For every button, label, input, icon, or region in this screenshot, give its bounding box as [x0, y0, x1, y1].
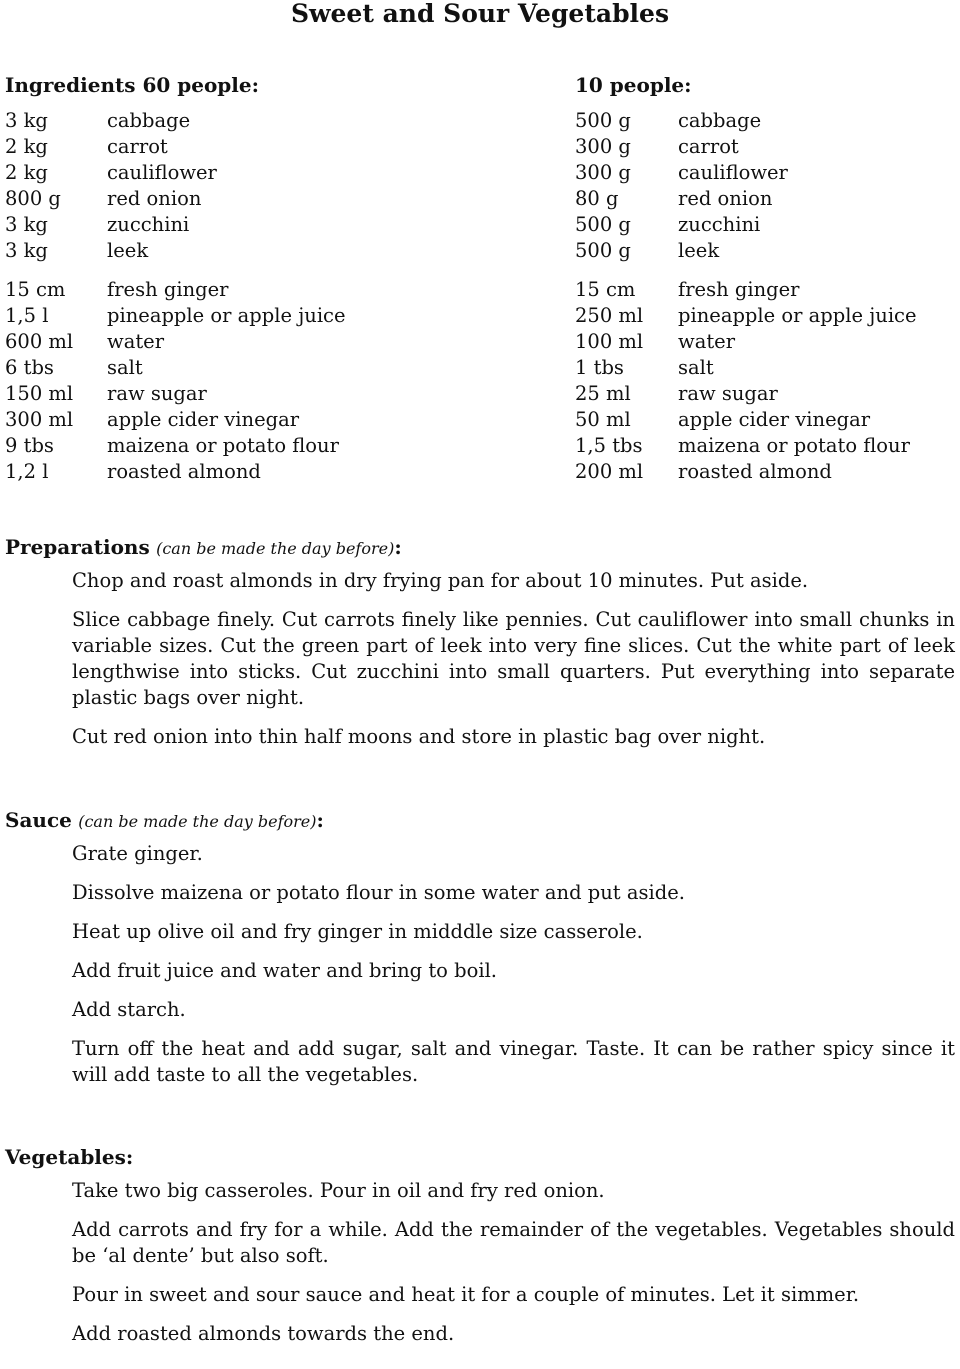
ingredient-quantity: 1 tbs	[575, 356, 624, 379]
ingredient-group	[5, 108, 475, 264]
ingredient-quantity: 300 g	[575, 135, 631, 158]
ingredient-name: raw sugar	[107, 382, 207, 405]
ingredient-name: leek	[678, 239, 720, 262]
ingredient-name: carrot	[107, 135, 168, 158]
ingredient-row	[5, 238, 475, 264]
ingredient-name: cauliflower	[107, 161, 217, 184]
sauce-heading-note: (can be made the day before)	[78, 812, 317, 831]
ingredient-row	[5, 277, 475, 303]
ingredient-row	[575, 212, 960, 238]
ingredient-row	[575, 238, 960, 264]
ingredient-quantity: 50 ml	[575, 408, 631, 431]
instruction-step: Dissolve maizena or potato flour in some water and put aside.	[72, 881, 685, 904]
ingredient-quantity: 1,2 l	[5, 460, 49, 483]
ingredient-row	[5, 459, 475, 485]
ingredient-quantity: 2 kg	[5, 161, 48, 184]
ingredient-name: red onion	[678, 187, 773, 210]
ingredient-row	[5, 108, 475, 134]
ingredients-10-column	[575, 70, 960, 485]
ingredient-quantity: 250 ml	[575, 304, 644, 327]
ingredient-quantity: 100 ml	[575, 330, 644, 353]
instruction-step: Slice cabbage finely. Cut carrots finely like pennies. Cut cauliflower into small chunks in variable sizes. Cut the green part of leek into very fine slices. Cut the white part of leek lengthwise into sticks. Cut zucchini into small quarters. Put everything into separate plastic bags over night.	[72, 608, 955, 709]
ingredient-quantity: 500 g	[575, 213, 631, 236]
ingredient-quantity: 3 kg	[5, 213, 48, 236]
ingredient-name: apple cider vinegar	[107, 408, 300, 431]
ingredient-group	[575, 277, 960, 485]
ingredient-quantity: 300 ml	[5, 408, 74, 431]
ingredient-quantity: 1,5 l	[5, 304, 49, 327]
ingredient-row	[5, 134, 475, 160]
ingredient-row	[5, 186, 475, 212]
ingredient-name: carrot	[678, 135, 739, 158]
ingredient-row	[575, 329, 960, 355]
preparations-heading-note: (can be made the day before)	[156, 539, 395, 558]
ingredient-row	[575, 355, 960, 381]
ingredient-quantity: 3 kg	[5, 109, 48, 132]
ingredient-name: salt	[107, 356, 143, 379]
ingredient-quantity: 300 g	[575, 161, 631, 184]
instruction-step: Pour in sweet and sour sauce and heat it for a couple of minutes. Let it simmer.	[72, 1283, 860, 1306]
instruction-step: Take two big casseroles. Pour in oil and fry red onion.	[72, 1179, 605, 1202]
ingredient-quantity: 150 ml	[5, 382, 74, 405]
ingredient-name: roasted almond	[678, 460, 832, 483]
ingredient-row	[575, 160, 960, 186]
instruction-step: Add fruit juice and water and bring to boil.	[72, 959, 498, 982]
ingredient-name: zucchini	[678, 213, 761, 236]
instruction-step: Heat up olive oil and fry ginger in midddle size casserole.	[72, 920, 643, 943]
ingredient-name: maizena or potato flour	[678, 434, 910, 457]
ingredient-row	[5, 303, 475, 329]
ingredient-quantity: 9 tbs	[5, 434, 54, 457]
ingredient-row	[575, 407, 960, 433]
ingredient-name: cabbage	[107, 109, 191, 132]
preparations-heading-label: Preparations	[5, 535, 150, 559]
preparations-heading	[5, 532, 955, 562]
ingredient-name: zucchini	[107, 213, 190, 236]
page-title: Sweet and Sour Vegetables	[290, 0, 670, 28]
ingredient-name: maizena or potato flour	[107, 434, 339, 457]
ingredients-60-heading: Ingredients 60 people:	[5, 73, 259, 97]
vegetables-section	[5, 1142, 955, 1360]
vegetables-steps	[72, 1178, 955, 1347]
ingredient-name: fresh ginger	[678, 278, 800, 301]
ingredient-quantity: 1,5 tbs	[575, 434, 643, 457]
ingredient-quantity: 600 ml	[5, 330, 74, 353]
ingredient-group	[5, 277, 475, 485]
sauce-steps	[72, 841, 955, 1088]
ingredients-10-list	[575, 108, 960, 485]
ingredients-60-list	[5, 108, 475, 485]
ingredient-row	[5, 407, 475, 433]
ingredient-quantity: 800 g	[5, 187, 61, 210]
ingredient-quantity: 80 g	[575, 187, 619, 210]
sauce-heading-colon: :	[316, 808, 324, 832]
ingredient-row	[575, 433, 960, 459]
ingredient-row	[575, 381, 960, 407]
ingredient-quantity: 500 g	[575, 239, 631, 262]
ingredient-row	[5, 433, 475, 459]
vegetables-heading	[5, 1142, 955, 1172]
sauce-heading	[5, 805, 955, 835]
sauce-section	[5, 805, 955, 1101]
ingredient-name: water	[107, 330, 165, 353]
ingredient-quantity: 25 ml	[575, 382, 631, 405]
instruction-step: Cut red onion into thin half moons and store in plastic bag over night.	[72, 725, 766, 748]
ingredient-name: pineapple or apple juice	[107, 304, 346, 327]
ingredient-quantity: 200 ml	[575, 460, 644, 483]
preparations-heading-colon: :	[394, 535, 402, 559]
ingredient-name: roasted almond	[107, 460, 261, 483]
ingredient-name: apple cider vinegar	[678, 408, 871, 431]
ingredient-row	[575, 134, 960, 160]
sauce-heading-label: Sauce	[5, 808, 72, 832]
instruction-step: Add roasted almonds towards the end.	[72, 1322, 455, 1345]
instruction-step: Add starch.	[72, 998, 186, 1021]
ingredient-quantity: 15 cm	[575, 278, 636, 301]
ingredient-name: pineapple or apple juice	[678, 304, 917, 327]
ingredients-10-heading: 10 people:	[575, 73, 692, 97]
ingredient-name: cabbage	[678, 109, 762, 132]
ingredient-name: salt	[678, 356, 714, 379]
preparations-section	[5, 532, 955, 763]
ingredient-name: raw sugar	[678, 382, 778, 405]
ingredient-row	[5, 329, 475, 355]
ingredient-name: leek	[107, 239, 149, 262]
ingredient-group	[575, 108, 960, 264]
ingredient-row	[575, 459, 960, 485]
ingredient-row	[575, 303, 960, 329]
instruction-step: Turn off the heat and add sugar, salt and vinegar. Taste. It can be rather spicy since it will add taste to all the vegetables.	[72, 1037, 955, 1086]
ingredient-row	[5, 212, 475, 238]
ingredient-quantity: 15 cm	[5, 278, 66, 301]
ingredient-row	[575, 108, 960, 134]
ingredient-quantity: 3 kg	[5, 239, 48, 262]
ingredient-name: fresh ginger	[107, 278, 229, 301]
ingredient-quantity: 6 tbs	[5, 356, 54, 379]
ingredient-row	[5, 381, 475, 407]
vegetables-heading-label: Vegetables:	[5, 1145, 134, 1169]
instruction-step: Chop and roast almonds in dry frying pan for about 10 minutes. Put aside.	[72, 569, 809, 592]
ingredient-row	[575, 186, 960, 212]
preparations-steps	[72, 568, 955, 750]
ingredient-row	[575, 277, 960, 303]
instruction-step: Grate ginger.	[72, 842, 203, 865]
instruction-step: Add carrots and fry for a while. Add the remainder of the vegetables. Vegetables should be ‘al dente’ but also soft.	[72, 1218, 955, 1267]
ingredient-name: water	[678, 330, 736, 353]
ingredient-row	[5, 355, 475, 381]
ingredient-name: cauliflower	[678, 161, 788, 184]
ingredient-quantity: 2 kg	[5, 135, 48, 158]
ingredients-60-column	[5, 70, 475, 485]
ingredient-row	[5, 160, 475, 186]
ingredient-name: red onion	[107, 187, 202, 210]
ingredient-quantity: 500 g	[575, 109, 631, 132]
